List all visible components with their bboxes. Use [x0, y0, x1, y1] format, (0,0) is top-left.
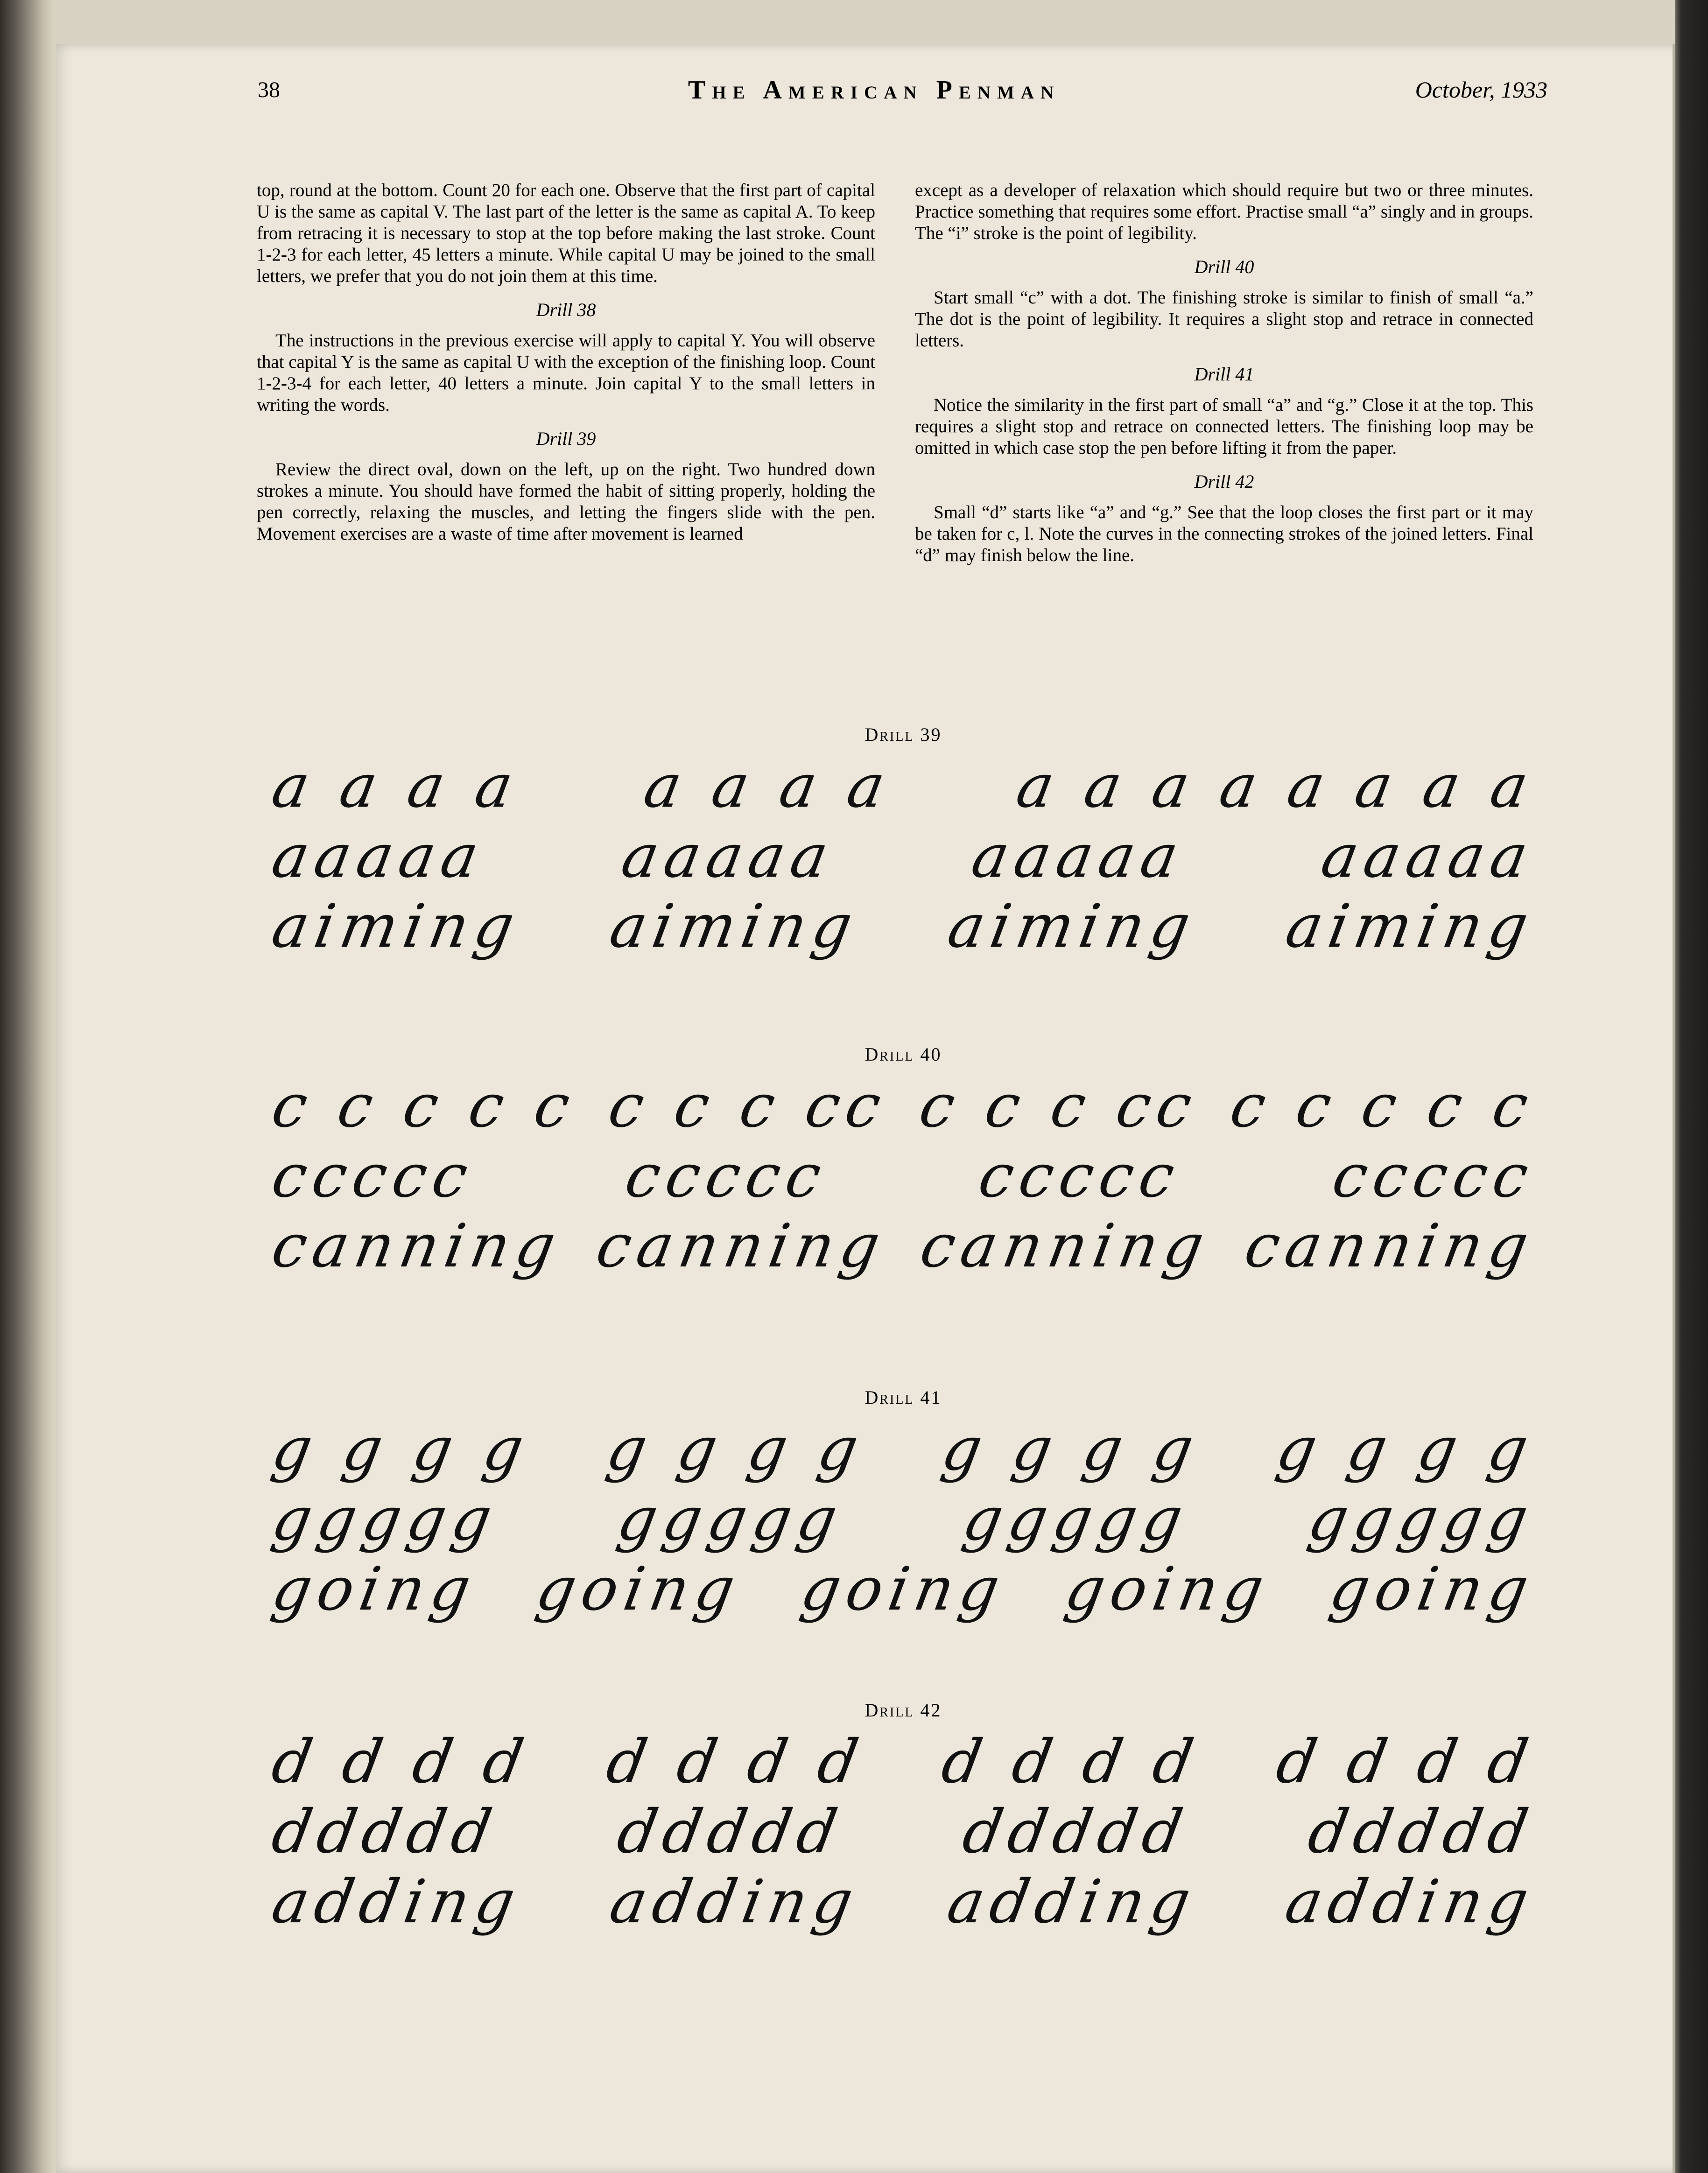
script-word: ddddd [612, 1797, 849, 1867]
script-word: ccccc [620, 1141, 833, 1211]
script-word: g g g g [1272, 1414, 1540, 1484]
script-word: going [795, 1554, 1011, 1624]
drill-42-specimen [268, 1699, 1538, 1937]
script-row [268, 1484, 1538, 1554]
script-row [268, 1141, 1538, 1211]
script-row [268, 1414, 1538, 1484]
script-row [268, 1727, 1538, 1797]
script-word: going [531, 1554, 746, 1624]
script-word: ggggg [1303, 1484, 1540, 1554]
drill-title: Drill 39 [865, 724, 942, 745]
script-word: aiming [1280, 892, 1540, 961]
script-word: adding [942, 1867, 1202, 1937]
script-word: a a a a [267, 752, 525, 821]
script-word: canning [267, 1211, 567, 1281]
script-word: aiming [942, 892, 1202, 961]
script-word: g g g g [267, 1414, 535, 1484]
section-heading: Drill 39 [536, 428, 596, 449]
script-word: c c c cc [914, 1071, 1203, 1141]
script-word: g g g g [936, 1414, 1205, 1484]
script-word: c c c cc [603, 1071, 893, 1141]
script-row [268, 1554, 1538, 1624]
paragraph: Notice the similarity in the first part of small “a” and “g.” Close it at the top. This requires a slight stop and retrace on connected letters. The finishing loop may be omitted in which case stop the pen before lifting it from the paper. [915, 395, 1533, 458]
script-word: canning [591, 1211, 892, 1281]
script-row [268, 892, 1538, 962]
script-word: aiming [604, 892, 864, 961]
script-row [268, 1211, 1538, 1281]
drill-title: Drill 40 [865, 1044, 942, 1065]
script-word: ddddd [1303, 1797, 1540, 1867]
script-word: aiming [267, 892, 526, 961]
script-word: ddddd [267, 1797, 503, 1867]
script-word: ggggg [612, 1484, 849, 1554]
script-word: aaaaa [267, 822, 490, 891]
script-word: d d d d [602, 1727, 870, 1797]
script-row [268, 1797, 1538, 1867]
script-word: going [1060, 1554, 1275, 1624]
script-word: aaaaa [617, 822, 840, 891]
drill-title: Drill 42 [865, 1700, 942, 1721]
section-heading: Drill 38 [536, 299, 596, 320]
issue-date: October, 1933 [1415, 77, 1547, 103]
paragraph: Start small “c” with a dot. The finishing stroke is similar to finish of small “a.” The dot is the point of legibility. It requires a slight stop and retrace in connected letters. [915, 288, 1533, 351]
script-word: adding [267, 1867, 527, 1937]
script-word: ccccc [974, 1141, 1187, 1211]
drill-title: Drill 41 [865, 1387, 942, 1408]
script-word: c c c c c [267, 1071, 582, 1141]
script-word: adding [604, 1867, 865, 1937]
journal-title: The American Penman [688, 76, 1061, 105]
running-header [201, 72, 1547, 119]
paragraph: except as a developer of relaxation which should require but two or three minutes. Practice something that requires some effort. Practise small “a” singly and in groups. The “i” stroke is the point of legibility. [915, 180, 1533, 243]
script-word: adding [1280, 1867, 1540, 1937]
script-word: ddddd [958, 1797, 1195, 1867]
script-row [268, 1071, 1538, 1141]
section-heading: Drill 41 [1194, 364, 1254, 385]
script-row [268, 752, 1538, 822]
script-word: c c c c c [1225, 1071, 1540, 1141]
script-word: going [1324, 1554, 1540, 1624]
drill-39-specimen [268, 724, 1538, 962]
script-word: g g g g [602, 1414, 870, 1484]
script-row [268, 822, 1538, 892]
script-word: ggggg [958, 1484, 1195, 1554]
script-word: a a a a a a a a [1011, 752, 1540, 821]
section-heading: Drill 42 [1194, 471, 1254, 492]
script-word: a a a a [639, 752, 897, 821]
script-word: d d d d [936, 1727, 1205, 1797]
paragraph: The instructions in the previous exercise will apply to capital Y. You will observe that capital Y is the same as capital U with the exception of the finishing loop. Count 1-2-3-4 for each letter, 40 letters a minute. Join capital Y to the small letters in writing the words. [257, 331, 875, 415]
paragraph: Review the direct oval, down on the left, up on the right. Two hundred down strokes a minute. You should have formed the habit of sitting properly, holding the pen correctly, relaxing the muscles, and letting the fingers slide with the pen. Movement exercises are a waste of time after movement is learned [257, 459, 875, 544]
script-word: aaaaa [1316, 822, 1540, 891]
drill-41-specimen [268, 1386, 1538, 1624]
script-word: ggggg [267, 1484, 503, 1554]
page-number: 38 [258, 77, 280, 102]
scanner-edge-strip [1675, 0, 1708, 2173]
drill-40-specimen [268, 1043, 1538, 1281]
script-word: canning [915, 1211, 1216, 1281]
left-column [257, 180, 875, 545]
script-row [268, 1867, 1538, 1937]
script-word: d d d d [267, 1727, 535, 1797]
script-word: ccccc [267, 1141, 479, 1211]
script-word: canning [1239, 1211, 1540, 1281]
script-word: aaaaa [966, 822, 1190, 891]
script-word: going [267, 1554, 482, 1624]
right-column [915, 180, 1533, 566]
section-heading: Drill 40 [1194, 256, 1254, 277]
paragraph: Small “d” starts like “a” and “g.” See that the loop closes the first part or it may be taken for c, l. Note the curves in the connecting strokes of the joined letters. Final “d” may finish below the line. [915, 502, 1533, 565]
paragraph: top, round at the bottom. Count 20 for each one. Observe that the first part of capital U is the same as capital V. The last part of the letter is the same as capital A. To keep from retracing it is necessary to stop at the top before making the last stroke. Count 1-2-3 for each letter, 45 letters a minute. While capital U may be joined to the small letters, we prefer that you do not join them at this time. [257, 180, 875, 286]
script-word: d d d d [1272, 1727, 1540, 1797]
script-word: ccccc [1327, 1141, 1540, 1211]
